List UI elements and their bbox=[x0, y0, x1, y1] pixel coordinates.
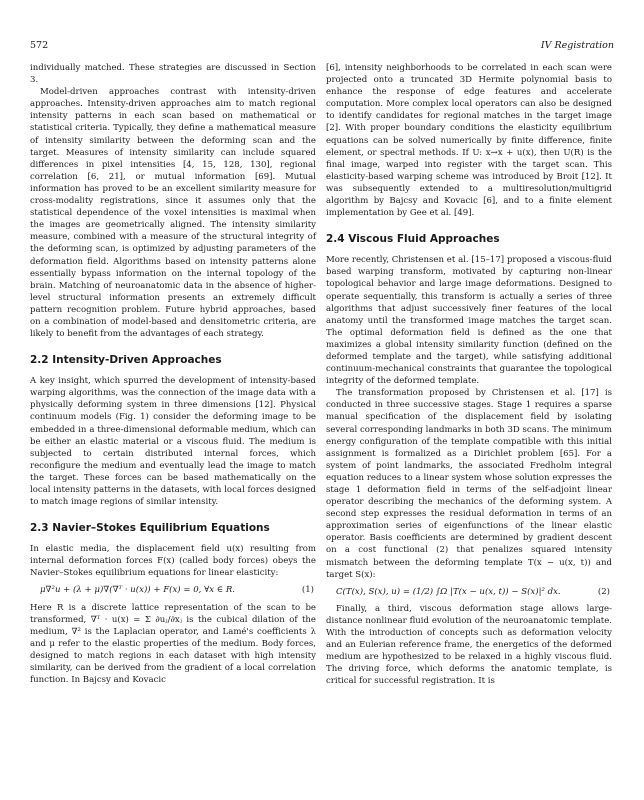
equation-number: (1) bbox=[301, 585, 314, 596]
section-heading: 2.2 Intensity-Driven Approaches bbox=[30, 354, 222, 367]
equation-2 bbox=[326, 586, 612, 598]
right-column bbox=[326, 62, 612, 688]
page-header bbox=[30, 40, 614, 54]
equation-text: μ∇²u + (λ + μ)∇(∇ᵀ · u(x)) + F(x) = 0, ∀x ∈ R. bbox=[40, 585, 235, 596]
paragraph: [6], intensity neighborhoods to be correlated in each scan were projected onto a truncated 3D Hermite polynomial basis to enhance the response of edge features and accelerate computation. More complex local operators can also be designed to identify candidates for regional matches in the target image [2]. With proper boundary conditions the elasticity equilibrium equations can be solved numerically by finite difference, finite element, or spectral methods. If U: x→x + u(x), then U(R) is the final image, warped into register with the target scan. This elasticity-based warping scheme was introduced by Broit [12]. It was subsequently extended to a multiresolution/multigrid algorithm by Bajcsy and Kovacic [6], and to a finite element implementation by Gee et al. [49]. bbox=[326, 63, 612, 219]
paragraph: A key insight, which spurred the development of intensity-based warping algorithms, was the connection of the image data with a physically deforming system in three dimensions [12]. Physical continuum models (Fig. 1) consider the deforming image to be embedded in a three-dimensional deformable medium, which can be either an elastic material or a viscous fluid. The medium is subjected to certain distributed internal forces, which reconfigure the medium and eventually lead the image to match the target. These forces can be based mathematically on the local intensity patterns in the datasets, with local forces designed to match image regions of similar intensity. bbox=[30, 376, 316, 508]
paragraph: In elastic media, the displacement field u(x) resulting from internal deformation forces F(x) (called body forces) obeys the Navier–Stokes equilibrium equations for linear elasticity: bbox=[30, 544, 316, 579]
paragraph: individually matched. These strategies are discussed in Section 3. bbox=[30, 63, 316, 86]
left-column bbox=[30, 62, 316, 686]
equation-1 bbox=[30, 584, 316, 596]
paragraph: Model-driven approaches contrast with intensity-driven approaches. Intensity-driven approaches aim to match regional intensity patterns in each scan based on mathematical or statistical criteria. Typically, they define a mathematical measure of intensity similarity between the deforming scan and the target. Measures of intensity similarity can include squared differences in pixel intensities [4, 15, 128, 130], regional correlation [6, 21], or mutual information [69]. Mutual information has proved to be an excellent similarity measure for cross-modality registrations, since it assumes only that the statistical dependence of the voxel intensities is maximal when the images are geometrically aligned. The intensity similarity measure, combined with a measure of the structural integrity of the deforming scan, is optimized by adjusting parameters of the deformation field. Algorithms based on intensity patterns alone essentially bypass information on the internal topology of the brain. Matching of neuroanatomic data in the absence of higher-level structural information presents an extremely difficult pattern recognition problem. Future hybrid approaches, based on a combination of model-based and densitometric criteria, are likely to benefit from the advantages of each strategy. bbox=[30, 87, 316, 340]
paragraph: Here R is a discrete lattice representation of the scan to be transformed, ∇ᵀ · u(x) = Σ ∂uⱼ/∂xⱼ is the cubical dilation of the medium, ∇² is the Laplacian operator, and Lamé's coefficients λ and μ refer to the elastic properties of the medium. Body forces, designed to match regions in each dataset with high intensity similarity, can be derived from the gradient of a local correlation function. In Bajcsy and Kovacic bbox=[30, 602, 316, 686]
paragraph: More recently, Christensen et al. [15–17] proposed a viscous-fluid based warping transform, motivated by capturing non-linear topological behavior and large image deformations. Designed to operate sequentially, this transform is actually a series of three algorithms that adjust successively finer features of the local anatomy until the transformed image matches the target scan. The optimal deformation field is defined as the one that maximizes a global intensity similarity function (defined on the deformed template and the target), while satisfying additional continuum-mechanical constraints that guarantee the topological integrity of the deformed template. bbox=[326, 255, 612, 387]
section-heading: 2.3 Navier–Stokes Equilibrium Equations bbox=[30, 522, 270, 535]
paragraph: The transformation proposed by Christensen et al. [17] is conducted in three successive stages. Stage 1 requires a sparse manual specification of the displacement field by isolating several corresponding landmarks in both 3D scans. The minimum energy configuration of the template compatible with this initial assignment is formalized as a Dirichlet problem [65]. For a system of point landmarks, the associated Fredholm integral equation reduces to a linear system whose solution expresses the stage 1 deformation field in terms of the self-adjoint linear operator describing the mechanics of the deforming system. A second step expresses the residual deformation in terms of an approximation series of eigenfunctions of the linear elastic operator. Basis coefficients are determined by gradient descent on a cost functional (2) that penalizes squared intensity mismatch between the deforming template T(x − u(x, t)) and target S(x): bbox=[326, 388, 612, 580]
page-number: 572 bbox=[30, 40, 49, 51]
equation-number: (2) bbox=[597, 586, 610, 597]
running-head: IV Registration bbox=[540, 40, 614, 51]
paragraph: Finally, a third, viscous deformation stage allows large-distance nonlinear fluid evolution of the neuroanatomic template. With the introduction of concepts such as deformation velocity and an Eulerian reference frame, the energetics of the deformed medium are hypothesized to be relaxed in a highly viscous fluid. The driving force, which deforms the anatomic template, is critical for successful registration. It is bbox=[326, 603, 612, 687]
equation-text: C(T(x), S(x), u) = (1/2) ∫Ω |T(x − u(x, t)) − S(x)|² dx. bbox=[336, 586, 561, 597]
section-heading: 2.4 Viscous Fluid Approaches bbox=[326, 233, 500, 246]
